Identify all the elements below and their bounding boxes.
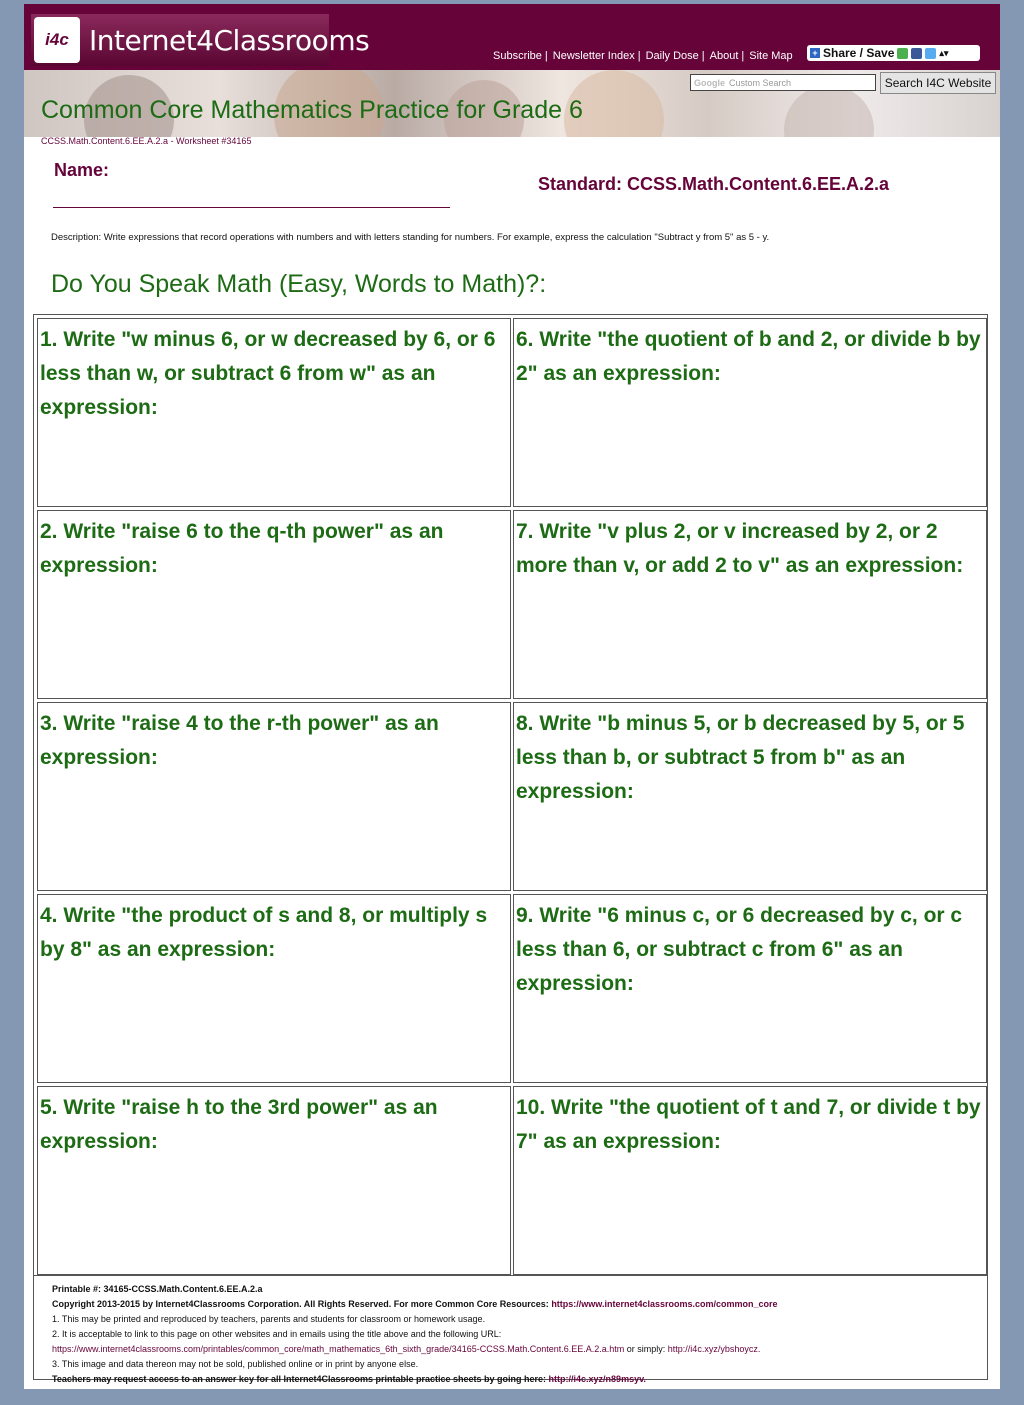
usage-note-1: 1. This may be printed and reproduced by teachers, parents and students for classroom or homework usage. xyxy=(52,1314,486,1324)
usage-note-3: 3. This image and data thereon may not be sold, published online or in print by anyone else. xyxy=(52,1359,419,1369)
question-text: 5. Write "raise h to the 3rd power" as an expression: xyxy=(40,1096,438,1153)
nav-separator: | xyxy=(701,50,705,62)
name-label: Name: xyxy=(54,160,110,180)
usage-note-2: 2. It is acceptable to link to this page on other websites and in emails using the title above and the following URL: xyxy=(52,1329,502,1339)
worksheet-description: Description: Write expressions that record operations with numbers and with letters standing for numbers. For example, express the calculation "Subtract y from 5" as 5 - y. xyxy=(51,232,770,243)
question-cell-10 xyxy=(513,1086,987,1275)
nav-about[interactable]: About xyxy=(709,50,739,62)
nav-subscribe[interactable]: Subscribe xyxy=(493,50,542,62)
question-text: 10. Write "the quotient of t and 7, or divide t by 7" as an expression: xyxy=(516,1096,981,1153)
copyright-line xyxy=(52,1299,778,1309)
nav-newsletter-index[interactable]: Newsletter Index xyxy=(552,50,635,62)
worksheet-breadcrumb[interactable]: CCSS.Math.Content.6.EE.A.2.a - Worksheet #34165 xyxy=(41,136,252,146)
worksheet-footer xyxy=(33,1276,988,1384)
answer-key-line xyxy=(52,1374,646,1384)
site-logo[interactable] xyxy=(31,14,370,66)
question-cell-2 xyxy=(37,510,511,699)
worksheet-short-url[interactable]: http://i4c.xyz/ybshoycz. xyxy=(667,1344,761,1354)
facebook-icon xyxy=(911,48,922,59)
answer-key-link[interactable]: http://i4c.xyz/n89msyv. xyxy=(548,1374,646,1384)
common-core-link[interactable]: https://www.internet4classrooms.com/common_core xyxy=(551,1299,778,1309)
question-text: 6. Write "the quotient of b and 2, or divide b by 2" as an expression: xyxy=(516,328,981,385)
share-save-button[interactable] xyxy=(807,45,980,61)
twitter-icon xyxy=(925,48,936,59)
share-icon xyxy=(897,48,908,59)
printable-number: Printable #: 34165-CCSS.Math.Content.6.EE.A.2.a xyxy=(52,1284,263,1294)
url-line xyxy=(52,1344,760,1354)
nav-separator: | xyxy=(741,50,745,62)
site-header xyxy=(24,4,1000,70)
question-cell-8 xyxy=(513,702,987,891)
question-text: 1. Write "w minus 6, or w decreased by 6, or 6 less than w, or subtract 6 from w" as an expression: xyxy=(40,328,496,419)
question-text: 9. Write "6 minus c, or 6 decreased by c, or c less than 6, or subtract c from 6" as an expression: xyxy=(516,904,963,995)
nav-daily-dose[interactable]: Daily Dose xyxy=(645,50,699,62)
search-placeholder: Custom Search xyxy=(729,77,792,88)
worksheet-long-url[interactable]: https://www.internet4classrooms.com/printables/common_core/math_mathematics_6th_sixth_grade/34165-CCSS.Math.Content.6.EE.A.2.a.htm xyxy=(52,1344,625,1354)
url-or-text: or simply: xyxy=(624,1344,668,1354)
top-nav xyxy=(493,50,793,62)
question-cell-7 xyxy=(513,510,987,699)
i4c-logo-icon: i4c xyxy=(34,17,80,63)
section-title: Do You Speak Math (Easy, Words to Math)?: xyxy=(51,270,547,298)
question-cell-1 xyxy=(37,318,511,507)
question-grid xyxy=(33,314,988,1276)
name-blank-line xyxy=(53,207,450,208)
copyright-text: Copyright 2013-2015 by Internet4Classrooms Corporation. All Rights Reserved. For more Common Core Resources: xyxy=(52,1299,549,1309)
question-text: 8. Write "b minus 5, or b decreased by 5, or 5 less than b, or subtract 5 from b" as an expression: xyxy=(516,712,965,803)
add-plus-icon: + xyxy=(810,48,820,58)
nav-separator: | xyxy=(544,50,548,62)
worksheet-page xyxy=(24,4,1000,1389)
chevron-updown-icon: ▴▾ xyxy=(939,47,949,58)
question-text: 4. Write "the product of s and 8, or multiply s by 8" as an expression: xyxy=(40,904,488,961)
question-cell-9 xyxy=(513,894,987,1083)
page-title: Common Core Mathematics Practice for Grade 6 xyxy=(41,96,583,124)
question-text: 2. Write "raise 6 to the q-th power" as an expression: xyxy=(40,520,444,577)
question-cell-3 xyxy=(37,702,511,891)
question-cell-5 xyxy=(37,1086,511,1275)
question-cell-6 xyxy=(513,318,987,507)
nav-separator: | xyxy=(637,50,641,62)
search-i4c-button[interactable]: Search I4C Website xyxy=(880,72,996,94)
google-brand-label: Google xyxy=(694,77,725,88)
site-logo-text: Internet4Classrooms xyxy=(89,24,370,57)
question-text: 3. Write "raise 4 to the r-th power" as an expression: xyxy=(40,712,439,769)
question-cell-4 xyxy=(37,894,511,1083)
question-text: 7. Write "v plus 2, or v increased by 2, or 2 more than v, or add 2 to v" as an expression: xyxy=(516,520,964,577)
share-save-label: Share / Save xyxy=(823,46,895,60)
custom-search-input[interactable] xyxy=(690,74,876,91)
answer-key-text: Teachers may request access to an answer key for all Internet4Classrooms printable practice sheets by going here: xyxy=(52,1374,547,1384)
standard-label: Standard: CCSS.Math.Content.6.EE.A.2.a xyxy=(538,174,890,194)
nav-site-map[interactable]: Site Map xyxy=(749,50,793,62)
